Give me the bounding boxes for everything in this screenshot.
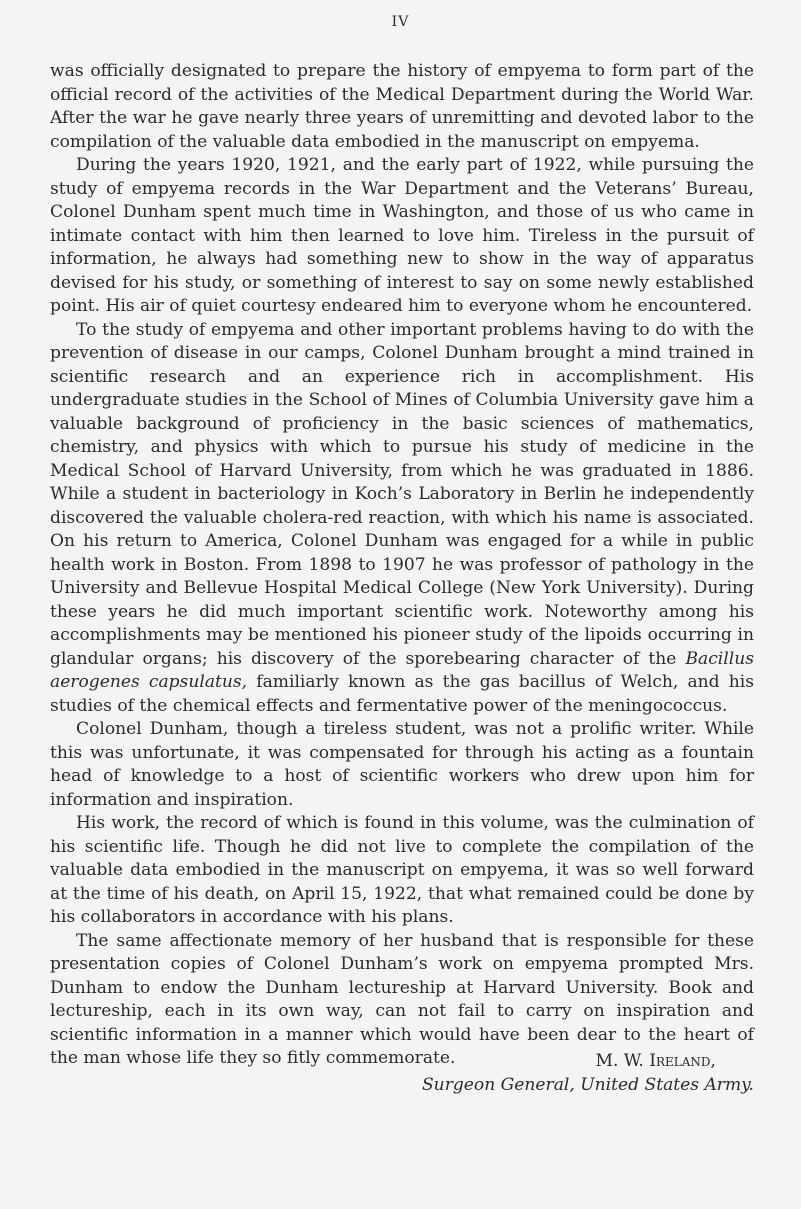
body-text	[50, 60, 754, 1071]
paragraph-3-tail: familiarly known as the gas bacillus of Welch, and his studies of the chemical effects and fermentative power of the meningococcus.	[50, 672, 755, 716]
paragraph-4: Colonel Dunham, though a tireless student, was not a prolific writer. While this was unfortunate, it was compensated for through his acting as a fountain head of knowledge to a host of scientific workers who drew upon him for information and inspiration.	[50, 719, 754, 810]
signature-block	[0, 1050, 754, 1097]
species-name: Bacillus aerogenes capsulatus,	[50, 648, 754, 692]
paragraph-5: His work, the record of which is found in this volume, was the culmination of his scientific life. Though he did not live to complete the compilation of the valuable data embodied in the manuscript on empyema, it was so well forward at the time of his death, on April 15, 1922, that what remained could be done by his collaborators in accordance with his plans.	[50, 813, 754, 927]
paragraph-6: The same affectionate memory of her husband that is responsible for these presentation copies of Colonel Dunham’s work on empyema prompted Mrs. Dunham to endow the Dunham lectureship at Harvard University. Book and lectureship, each in its own way, can not fail to carry on inspiration and scientific information in a manner which would have been dear to the heart of the man whose life they so fitly commemorate.	[50, 930, 754, 1068]
paragraph-2: During the years 1920, 1921, and the early part of 1922, while pursuing the study of empyema records in the War Department and the Veterans’ Bureau, Colonel Dunham spent much time in Washington, and those of us who came in intimate contact with him then learned to love him. Tireless in the pursuit of information, he always had something new to show in the way of apparatus devised for his study, or something of interest to say on some newly established point. His air of quiet courtesy endeared him to everyone whom he encountered.	[50, 155, 754, 316]
page-number: IV	[391, 14, 410, 30]
signature-title: Surgeon General, United States Army.	[421, 1074, 754, 1095]
signature-name: M. W. Ireland,	[595, 1051, 716, 1071]
paragraph-3	[50, 319, 754, 719]
paragraph-3-main: To the study of empyema and other important problems having to do with the prevention of disease in our camps, Colonel Dunham brought a mind trained in scientific research and an experience rich in accomplishment. His undergraduate studies in the School of Mines of Columbia University gave him a valuable background of proficiency in the basic sciences of mathematics, chemistry, and physics with which to pursue his study of medicine in the Medical School of Harvard University, from which he was graduated in 1886. While a student in bacteriology in Koch’s Laboratory in Berlin he independently discovered the valuable cholera-red reaction, with which his name is associated. On his return to America, Colonel Dunham was engaged for a while in public health work in Boston. From 1898 to 1907 he was professor of pathology in the University and Bellevue Hospital Medical College (New York University). During these years he did much important scientific work. Noteworthy among his accomplishments may be mentioned his pioneer study of the lipoids occurring in glandular organs; his discovery of the sporebearing character of the	[50, 319, 754, 669]
paragraph-1: was officially designated to prepare the history of empyema to form part of the official record of the activities of the Medical Department during the World War. After the war he gave nearly three years of unremitting and devoted labor to the compilation of the valuable data embodied in the manuscript on empyema.	[50, 61, 754, 152]
